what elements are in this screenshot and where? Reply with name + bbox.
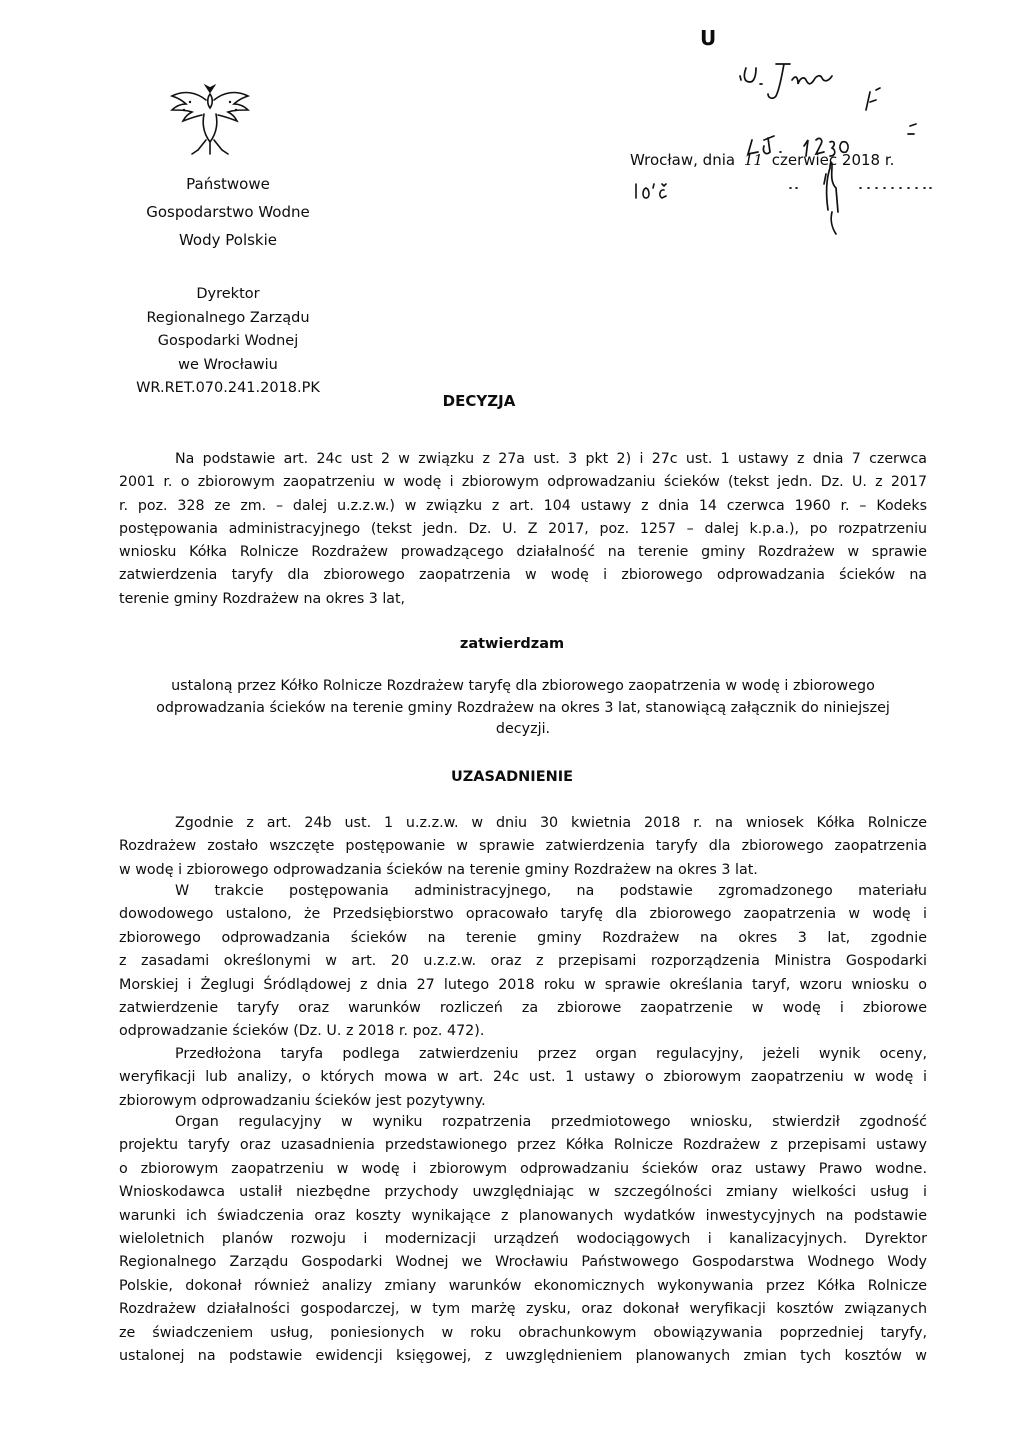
top-mark: U [700, 26, 717, 50]
text-line: wieloletnich planów rozwoju i modernizacji urządzeń wodociągowych i kanalizacyjnych. Dyrektor [119, 1231, 927, 1248]
operative-paragraph [119, 676, 927, 741]
text-line: postępowania administracyjnego (tekst jedn. Dz. U. Z 2017, poz. 1257 – dalej k.p.a.), po rozpatrzeniu [119, 520, 927, 537]
institution-line: Państwowe [186, 175, 270, 193]
text-line: terenie gminy Rozdrażew na okres 3 lat, [119, 590, 406, 607]
authority-line: we Wrocławiu [178, 356, 278, 373]
text-line: zbiorowym odprowadzaniu ścieków jest pozytywny. [119, 1092, 486, 1109]
text-line: weryfikacji lub analizy, o których mowa w art. 24c ust. 1 ustawy o zbiorowym zaopatrzeniu w wodę i [119, 1069, 927, 1086]
text-line: Regionalnego Zarządu Gospodarki Wodnej we Wrocławiu Państwowego Gospodarstwa Wodnego Wody [119, 1254, 927, 1271]
authority-line: Gospodarki Wodnej [157, 333, 299, 349]
text-line: w wodę i zbiorowego odprowadzania ścieków na terenie gminy Rozdrażew na okres 3 lat. [119, 861, 758, 878]
institution-line: Gospodarstwo Wodne [146, 203, 310, 221]
date-day: 11 [743, 151, 763, 169]
date-rest: czerwiec 2018 r. [771, 151, 895, 169]
text-line: dowodowego ustalono, że Przedsiębiorstwo opracowało taryfę dla zbiorowego zaopatrzenia w wodę i [119, 906, 927, 923]
text-line: decyzji. [495, 721, 551, 737]
text-line: Przedłożona taryfa podlega zatwierdzeniu przez organ regulacyjny, jeżeli wynik oceny, [175, 1046, 927, 1062]
text-line: zbiorowego odprowadzania ścieków na terenie gminy Rozdrażew na okres 3 lat, zgodnie [119, 929, 927, 946]
text-line: zatwierdzenia taryfy dla zbiorowego zaopatrzenia w wodę i zbiorowego odprowadzania ścieków na [119, 567, 927, 584]
text-line: Rozdrażew zostało wszczęte postępowanie w sprawie zatwierdzenia taryfy dla zbiorowego zaopatrzenia [119, 838, 927, 855]
text-line: Morskiej i Żeglugi Śródlądowej z dnia 27 lutego 2018 roku w sprawie określania taryf, wzoru wniosku o [119, 976, 927, 993]
text-line: W trakcie postępowania administracyjnego, na podstawie zgromadzonego materiału [175, 883, 927, 899]
text-line: 2001 r. o zbiorowym zaopatrzeniu w wodę i zbiorowym odprowadzaniu ścieków (tekst jedn. Dz. U. z 2017 [119, 474, 927, 491]
text-line: ustaloną przez Kółko Rolnicze Rozdrażew taryfę dla zbiorowego zaopatrzenia w wodę i zbiorowego [171, 678, 875, 694]
text-line: Na podstawie art. 24c ust 2 w związku z 27a ust. 3 pkt 2) i 27c ust. 1 ustawy z dnia 7 czerwca [175, 451, 927, 467]
legal-basis-paragraph [119, 448, 927, 611]
text-line: wniosku Kółka Rolnicze Rozdrażew prowadzącego działalność na terenie gminy Rozdrażew w sprawie [119, 544, 927, 561]
text-line: warunki ich świadczenia oraz koszty wynikające z planowanych wydatków inwestycyjnych na podstawie [119, 1207, 927, 1224]
operative-word: zatwierdzam [459, 636, 565, 652]
place-date [630, 151, 894, 169]
handwritten-number [632, 180, 672, 202]
text-line: projektu taryfy oraz uzasadnienia przedstawionego przez Kółka Rolnicze Rozdrażew z przepisami ustawy [119, 1137, 927, 1154]
text-line: Polskie, dokonał również analizy zmiany warunków ekonomicznych wykonywania przez Kółka Rolnicze [119, 1277, 927, 1294]
text-line: ustalonej na podstawie ewidencji księgowej, z uwzględnieniem planowanych zmian tych kosztów w [119, 1348, 927, 1365]
text-line: z zasadami określonymi w art. 20 u.z.z.w. oraz z przepisami rozporządzenia Ministra Gospodarki [119, 953, 927, 970]
text-line: zatwierdzenie taryfy oraz warunków rozliczeń za zbiorowe zaopatrzenie w wodę i zbiorowe [119, 1000, 927, 1017]
justification-heading: UZASADNIENIE [450, 769, 574, 785]
text-line: ze świadczeniem usług, poniesionych w roku obrachunkowym obowiązywania poprzedniej taryfy, [119, 1324, 927, 1341]
place-date-prefix: Wrocław, dnia [630, 151, 736, 169]
authority-block [108, 283, 348, 401]
case-reference: WR.RET.070.241.2018.PK [136, 380, 320, 396]
justification-paragraph-1 [119, 812, 927, 882]
document-title: DECYZJA [442, 392, 516, 410]
text-line: Wnioskodawca ustalił niezbędne przychody uwzględniając w szczególności zmiany wielkości usług i [119, 1184, 927, 1201]
text-line: Rozdrażew działalności gospodarczej, w tym marżę zysku, oraz dokonał weryfikacji kosztów związanych [119, 1301, 927, 1318]
institution-line: Wody Polskie [178, 231, 278, 249]
eagle-emblem-icon [160, 80, 260, 160]
institution-name [108, 170, 348, 254]
text-line: odprowadzanie ścieków (Dz. U. z 2018 r. poz. 472). [119, 1023, 485, 1040]
authority-line: Dyrektor [196, 286, 260, 302]
text-line: Organ regulacyjny w wyniku rozpatrzenia przedmiotowego wniosku, stwierdził zgodność [175, 1114, 927, 1130]
text-line: r. poz. 328 ze zm. – dalej u.z.z.w.) w związku z art. 104 ustawy z dnia 14 czerwca 1960 r. – Kodeks [119, 497, 927, 514]
text-line: Zgodnie z art. 24b ust. 1 u.z.z.w. w dniu 30 kwietnia 2018 r. na wniosek Kółka Rolnicze [175, 815, 927, 831]
justification-paragraph-4 [119, 1111, 927, 1368]
justification-paragraph-2 [119, 880, 927, 1044]
text-line: odprowadzania ścieków na terenie gminy Rozdrażew na okres 3 lat, stanowiącą załącznik do niniejszej [156, 699, 890, 716]
justification-paragraph-3 [119, 1043, 927, 1113]
text-line: o zbiorowym zaopatrzeniu w wodę i zbiorowym odprowadzaniu ścieków oraz ustawy Prawo wodne. [119, 1160, 927, 1177]
authority-line: Regionalnego Zarządu [146, 309, 310, 326]
